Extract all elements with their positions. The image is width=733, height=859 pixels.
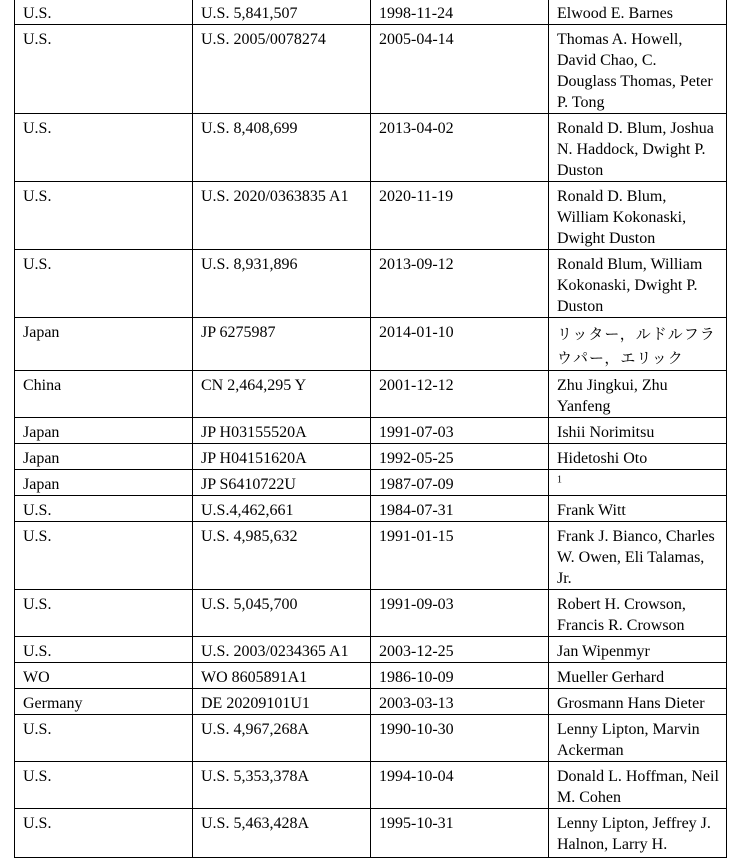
cell-country <box>15 444 193 470</box>
cell-country <box>15 418 193 444</box>
number-text: DE 20209101U1 <box>201 695 310 712</box>
cell-number <box>193 444 371 470</box>
cell-number <box>193 114 371 182</box>
country-text: U.S. <box>23 768 52 785</box>
inventors-text: Ronald D. Blum, William Kokonaski, Dwight Duston <box>557 188 687 247</box>
date-text: 2003-03-13 <box>379 695 454 712</box>
cell-number <box>193 496 371 522</box>
table-row <box>15 250 727 318</box>
date-text: 2020-11-19 <box>379 188 454 205</box>
cell-country <box>15 809 193 858</box>
cell-country <box>15 470 193 496</box>
table-row <box>15 689 727 715</box>
date-text: 1986-10-09 <box>379 669 454 686</box>
country-text: U.S. <box>23 815 52 832</box>
date-text: 2005-04-14 <box>379 31 454 48</box>
date-text: 1991-07-03 <box>379 424 454 441</box>
cell-number <box>193 809 371 858</box>
cell-country <box>15 25 193 114</box>
cell-country <box>15 689 193 715</box>
number-text: U.S. 4,985,632 <box>201 528 298 545</box>
date-text: 2013-04-02 <box>379 120 454 137</box>
date-text: 1992-05-25 <box>379 450 454 467</box>
table-row <box>15 522 727 590</box>
cell-number <box>193 762 371 809</box>
number-text: U.S. 5,353,378A <box>201 768 310 785</box>
inventors-text: Jan Wipenmyr <box>557 643 650 660</box>
date-text: 2013-09-12 <box>379 256 454 273</box>
country-text: U.S. <box>23 188 52 205</box>
cell-country <box>15 637 193 663</box>
inventors-text: Mueller Gerhard <box>557 669 665 686</box>
cell-country <box>15 0 193 25</box>
number-text: U.S. 5,045,700 <box>201 596 298 613</box>
cell-country <box>15 522 193 590</box>
cell-date <box>371 418 549 444</box>
cell-date <box>371 114 549 182</box>
number-text: CN 2,464,295 Y <box>201 377 307 394</box>
cell-country <box>15 250 193 318</box>
cell-date <box>371 496 549 522</box>
inventors-text: Donald L. Hoffman, Neil M. Cohen <box>557 768 719 806</box>
cell-inventors <box>549 250 727 318</box>
cell-inventors <box>549 590 727 637</box>
cell-number <box>193 0 371 25</box>
country-text: China <box>23 377 62 394</box>
cell-number <box>193 663 371 689</box>
cell-number <box>193 715 371 762</box>
country-text: U.S. <box>23 643 52 660</box>
table-row <box>15 590 727 637</box>
cell-inventors <box>549 663 727 689</box>
number-text: U.S. 4,967,268A <box>201 721 310 738</box>
cell-date <box>371 470 549 496</box>
cell-inventors <box>549 25 727 114</box>
inventors-text: Hidetoshi Oto <box>557 450 648 467</box>
inventors-text: Elwood E. Barnes <box>557 5 673 22</box>
cell-number <box>193 590 371 637</box>
cell-number <box>193 182 371 250</box>
date-text: 1998-11-24 <box>379 5 454 22</box>
country-text: Germany <box>23 695 83 712</box>
cell-number <box>193 25 371 114</box>
cell-number <box>193 371 371 418</box>
cell-inventors <box>549 114 727 182</box>
number-text: JP H03155520A <box>201 424 307 441</box>
table-row <box>15 182 727 250</box>
inventors-text: Ronald Blum, William Kokonaski, Dwight P. Duston <box>557 256 703 315</box>
inventors-text: Lenny Lipton, Jeffrey J. Halnon, Larry H. <box>557 815 711 853</box>
date-text: 1994-10-04 <box>379 768 454 785</box>
inventors-text: Frank J. Bianco, Charles W. Owen, Eli Talamas, Jr. <box>557 528 715 587</box>
cell-date <box>371 318 549 371</box>
date-text: 1987-07-09 <box>379 476 454 493</box>
number-text: WO 8605891A1 <box>201 669 308 686</box>
cell-country <box>15 663 193 689</box>
table-row <box>15 318 727 371</box>
country-text: U.S. <box>23 120 52 137</box>
cell-inventors <box>549 182 727 250</box>
table-row <box>15 470 727 496</box>
cell-number <box>193 637 371 663</box>
cell-number <box>193 689 371 715</box>
country-text: Japan <box>23 424 60 441</box>
cell-country <box>15 114 193 182</box>
table-row <box>15 663 727 689</box>
cell-date <box>371 637 549 663</box>
number-text: JP 6275987 <box>201 324 276 341</box>
cell-country <box>15 762 193 809</box>
inventors-text: Frank Witt <box>557 502 626 519</box>
cell-inventors <box>549 496 727 522</box>
cell-date <box>371 250 549 318</box>
cell-date <box>371 809 549 858</box>
cell-date <box>371 689 549 715</box>
cell-number <box>193 522 371 590</box>
cell-date <box>371 762 549 809</box>
cell-inventors <box>549 762 727 809</box>
table-row <box>15 444 727 470</box>
cell-date <box>371 0 549 25</box>
date-text: 1991-09-03 <box>379 596 454 613</box>
inventors-text: Zhu Jingkui, Zhu Yanfeng <box>557 377 668 415</box>
date-text: 2003-12-25 <box>379 643 454 660</box>
cell-number <box>193 470 371 496</box>
cell-inventors <box>549 522 727 590</box>
table-row <box>15 25 727 114</box>
date-text: 1991-01-15 <box>379 528 454 545</box>
number-text: U.S. 8,408,699 <box>201 120 298 137</box>
country-text: U.S. <box>23 721 52 738</box>
cell-inventors <box>549 418 727 444</box>
table-row <box>15 496 727 522</box>
inventors-text: Ronald D. Blum, Joshua N. Haddock, Dwight P. Duston <box>557 120 714 179</box>
inventors-text: Ishii Norimitsu <box>557 424 655 441</box>
cell-date <box>371 25 549 114</box>
cell-inventors <box>549 637 727 663</box>
number-text: U.S. 2020/0363835 A1 <box>201 188 349 205</box>
date-text: 2014-01-10 <box>379 324 454 341</box>
cell-date <box>371 444 549 470</box>
country-text: U.S. <box>23 256 52 273</box>
cell-country <box>15 371 193 418</box>
cell-country <box>15 318 193 371</box>
cell-inventors <box>549 371 727 418</box>
country-text: WO <box>23 669 50 686</box>
number-text: JP S6410722U <box>201 476 296 493</box>
number-text: U.S. 5,841,507 <box>201 5 298 22</box>
cell-inventors <box>549 715 727 762</box>
table-row <box>15 637 727 663</box>
country-text: Japan <box>23 450 60 467</box>
number-text: U.S.4,462,661 <box>201 502 294 519</box>
cell-inventors <box>549 444 727 470</box>
cell-country <box>15 590 193 637</box>
cell-country <box>15 496 193 522</box>
cell-country <box>15 715 193 762</box>
inventors-text: Thomas A. Howell, David Chao, C. Douglass Thomas, Peter P. Tong <box>557 31 713 111</box>
date-text: 1984-07-31 <box>379 502 454 519</box>
inventors-text: Robert H. Crowson, Francis R. Crowson <box>557 596 686 634</box>
cell-country <box>15 182 193 250</box>
date-text: 2001-12-12 <box>379 377 454 394</box>
number-text: JP H04151620A <box>201 450 307 467</box>
cell-number <box>193 418 371 444</box>
cell-inventors <box>549 689 727 715</box>
table-row <box>15 762 727 809</box>
table-row <box>15 114 727 182</box>
cell-date <box>371 371 549 418</box>
cell-date <box>371 590 549 637</box>
cell-inventors <box>549 470 727 496</box>
table-row <box>15 371 727 418</box>
table-row <box>15 809 727 858</box>
cell-number <box>193 250 371 318</box>
table-row <box>15 715 727 762</box>
country-text: U.S. <box>23 502 52 519</box>
inventors-text: Lenny Lipton, Marvin Ackerman <box>557 721 700 759</box>
country-text: Japan <box>23 324 60 341</box>
patent-table <box>14 0 727 858</box>
cell-number <box>193 318 371 371</box>
country-text: U.S. <box>23 596 52 613</box>
date-text: 1990-10-30 <box>379 721 454 738</box>
country-text: U.S. <box>23 31 52 48</box>
inventors-text: リッター，ルドルフラウパー，エリック <box>557 325 716 367</box>
number-text: U.S. 2005/0078274 <box>201 31 326 48</box>
cell-date <box>371 663 549 689</box>
cell-date <box>371 715 549 762</box>
cell-inventors <box>549 809 727 858</box>
footnote-marker: 1 <box>557 474 562 486</box>
country-text: Japan <box>23 476 60 493</box>
number-text: U.S. 2003/0234365 A1 <box>201 643 349 660</box>
date-text: 1995-10-31 <box>379 815 454 832</box>
table-row <box>15 0 727 25</box>
number-text: U.S. 8,931,896 <box>201 256 298 273</box>
cell-date <box>371 182 549 250</box>
number-text: U.S. 5,463,428A <box>201 815 310 832</box>
cell-inventors <box>549 0 727 25</box>
country-text: U.S. <box>23 5 52 22</box>
country-text: U.S. <box>23 528 52 545</box>
cell-date <box>371 522 549 590</box>
table-row <box>15 418 727 444</box>
inventors-text: Grosmann Hans Dieter <box>557 695 705 712</box>
cell-inventors <box>549 318 727 371</box>
